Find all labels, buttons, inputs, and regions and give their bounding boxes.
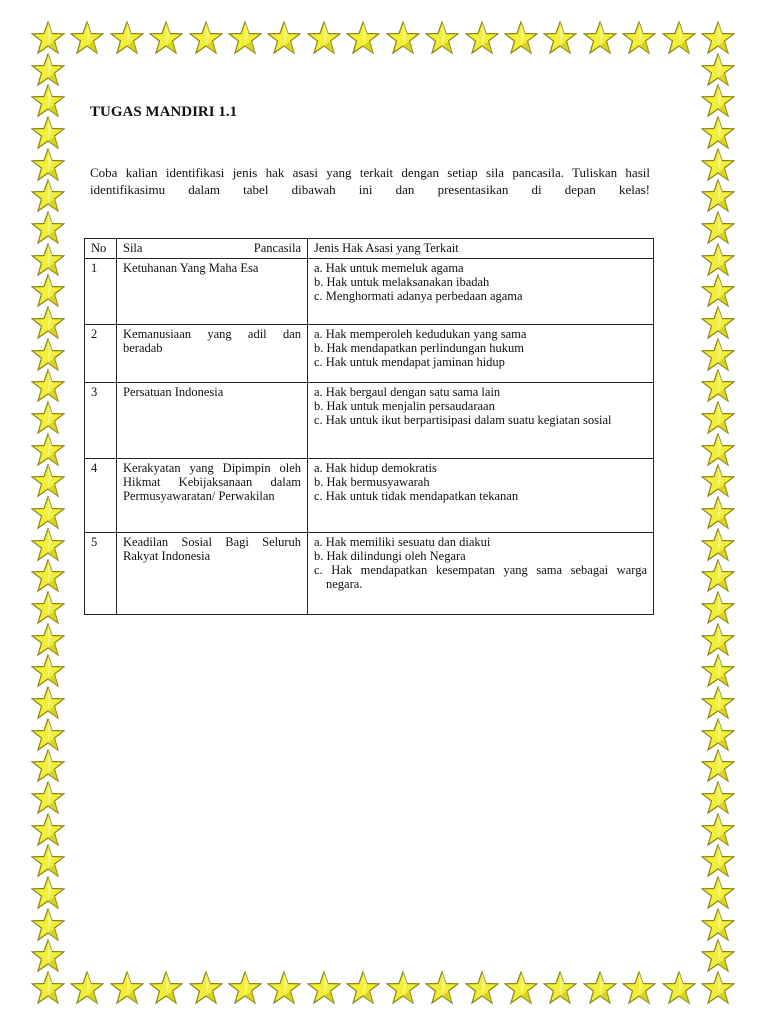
star-icon [701, 591, 735, 625]
hak-item: c. Hak mendapatkan kesempatan yang sama sebagai warga negara. [314, 563, 647, 591]
star-icon [701, 464, 735, 498]
star-icon [701, 718, 735, 752]
star-icon [425, 21, 459, 55]
star-icon [701, 749, 735, 783]
table-row [85, 259, 654, 325]
star-icon [701, 21, 735, 55]
star-icon [189, 971, 223, 1005]
hak-item: a. Hak memperoleh kedudukan yang sama [314, 327, 527, 341]
star-icon [70, 21, 104, 55]
star-icon [31, 971, 65, 1005]
star-icon [701, 84, 735, 118]
header-jenis-hak: Jenis Hak Asasi yang Terkait [308, 239, 654, 259]
row-sila: Keadilan Sosial Bagi Seluruh Rakyat Indonesia [117, 533, 308, 615]
hak-item: b. Hak dilindungi oleh Negara [314, 549, 466, 563]
star-icon [701, 876, 735, 910]
star-icon [583, 971, 617, 1005]
row-no: 3 [85, 383, 117, 459]
row-sila: Ketuhanan Yang Maha Esa [117, 259, 308, 325]
star-icon [701, 116, 735, 150]
star-icon [583, 21, 617, 55]
star-icon [662, 971, 696, 1005]
star-icon [386, 21, 420, 55]
star-icon [701, 971, 735, 1005]
hak-asasi-table [84, 238, 654, 615]
star-icon [307, 21, 341, 55]
star-icon [31, 211, 65, 245]
header-no: No [85, 239, 117, 259]
star-icon [31, 781, 65, 815]
row-hak-list [308, 259, 654, 325]
table-row [85, 383, 654, 459]
hak-item: a. Hak bergaul dengan satu sama lain [314, 385, 501, 399]
star-icon [149, 971, 183, 1005]
star-icon [701, 338, 735, 372]
star-icon [110, 21, 144, 55]
row-hak-list [308, 533, 654, 615]
star-icon [31, 623, 65, 657]
hak-item: c. Menghormati adanya perbedaan agama [314, 289, 523, 303]
star-icon [110, 971, 144, 1005]
row-hak-list [308, 459, 654, 533]
row-hak-list [308, 325, 654, 383]
star-icon [189, 21, 223, 55]
star-icon [701, 306, 735, 340]
star-icon [701, 401, 735, 435]
star-icon [701, 781, 735, 815]
star-icon [31, 243, 65, 277]
star-icon [701, 844, 735, 878]
table-header-row [85, 239, 654, 259]
hak-item: a. Hak memiliki sesuatu dan diakui [314, 535, 491, 549]
star-icon [701, 654, 735, 688]
star-icon [701, 433, 735, 467]
star-icon [701, 686, 735, 720]
star-icon [31, 749, 65, 783]
star-icon [701, 908, 735, 942]
star-icon [701, 939, 735, 973]
star-icon [31, 528, 65, 562]
star-icon [31, 338, 65, 372]
star-icon [543, 21, 577, 55]
star-icon [465, 971, 499, 1005]
header-sila: Sila Pancasila [117, 239, 308, 259]
star-icon [307, 971, 341, 1005]
hak-item: b. Hak bermusyawarah [314, 475, 430, 489]
star-icon [31, 591, 65, 625]
star-icon [228, 971, 262, 1005]
row-hak-list [308, 383, 654, 459]
star-icon [31, 274, 65, 308]
star-icon [701, 179, 735, 213]
row-no: 2 [85, 325, 117, 383]
star-icon [701, 243, 735, 277]
star-icon [31, 844, 65, 878]
star-icon [701, 369, 735, 403]
star-icon [31, 148, 65, 182]
star-icon [701, 496, 735, 530]
star-icon [267, 21, 301, 55]
star-icon [31, 369, 65, 403]
star-icon [31, 654, 65, 688]
star-icon [543, 971, 577, 1005]
star-icon [31, 21, 65, 55]
row-no: 5 [85, 533, 117, 615]
star-icon [31, 686, 65, 720]
hak-item: b. Hak mendapatkan perlindungan hukum [314, 341, 525, 355]
star-icon [701, 53, 735, 87]
star-icon [701, 623, 735, 657]
star-icon [701, 148, 735, 182]
star-icon [31, 401, 65, 435]
table-row [85, 459, 654, 533]
star-icon [425, 971, 459, 1005]
row-no: 1 [85, 259, 117, 325]
star-icon [228, 21, 262, 55]
hak-item: a. Hak untuk memeluk agama [314, 261, 464, 275]
star-icon [31, 464, 65, 498]
row-sila: Persatuan Indonesia [117, 383, 308, 459]
star-icon [701, 528, 735, 562]
star-icon [346, 21, 380, 55]
star-icon [31, 84, 65, 118]
star-icon [31, 496, 65, 530]
star-icon [31, 306, 65, 340]
star-icon [504, 21, 538, 55]
star-icon [31, 433, 65, 467]
star-icon [701, 813, 735, 847]
star-icon [504, 971, 538, 1005]
table-row [85, 325, 654, 383]
star-icon [31, 559, 65, 593]
hak-item: a. Hak hidup demokratis [314, 461, 437, 475]
star-icon [31, 939, 65, 973]
star-icon [70, 971, 104, 1005]
hak-item: c. Hak untuk tidak mendapatkan tekanan [314, 489, 519, 503]
star-icon [31, 876, 65, 910]
hak-item: c. Hak untuk mendapat jaminan hidup [314, 355, 505, 369]
star-icon [701, 559, 735, 593]
star-icon [149, 21, 183, 55]
hak-item: c. Hak untuk ikut berpartisipasi dalam suatu kegiatan sosial [314, 413, 612, 427]
star-icon [346, 971, 380, 1005]
star-icon [31, 179, 65, 213]
hak-item: b. Hak untuk melaksanakan ibadah [314, 275, 490, 289]
star-icon [31, 53, 65, 87]
row-sila: Kerakyatan yang Dipimpin oleh Hikmat Kebijaksanaan dalam Permusyawaratan/ Perwakilan [117, 459, 308, 533]
star-icon [662, 21, 696, 55]
page-title: TUGAS MANDIRI 1.1 [90, 104, 238, 120]
star-icon [701, 274, 735, 308]
star-icon [31, 908, 65, 942]
hak-item: b. Hak untuk menjalin persaudaraan [314, 399, 495, 413]
star-icon [31, 116, 65, 150]
row-sila: Kemanusiaan yang adil dan beradab [117, 325, 308, 383]
star-icon [465, 21, 499, 55]
star-icon [31, 813, 65, 847]
star-icon [622, 21, 656, 55]
instructions-paragraph: Coba kalian identifikasi jenis hak asasi yang terkait dengan setiap sila pancasila. Tuliskan hasil identifikasimu dalam tabel dibawah ini dan presentasikan di depan kelas! [90, 165, 650, 197]
star-icon [267, 971, 301, 1005]
table-row [85, 533, 654, 615]
star-icon [701, 211, 735, 245]
row-no: 4 [85, 459, 117, 533]
star-icon [622, 971, 656, 1005]
star-icon [31, 718, 65, 752]
star-icon [386, 971, 420, 1005]
